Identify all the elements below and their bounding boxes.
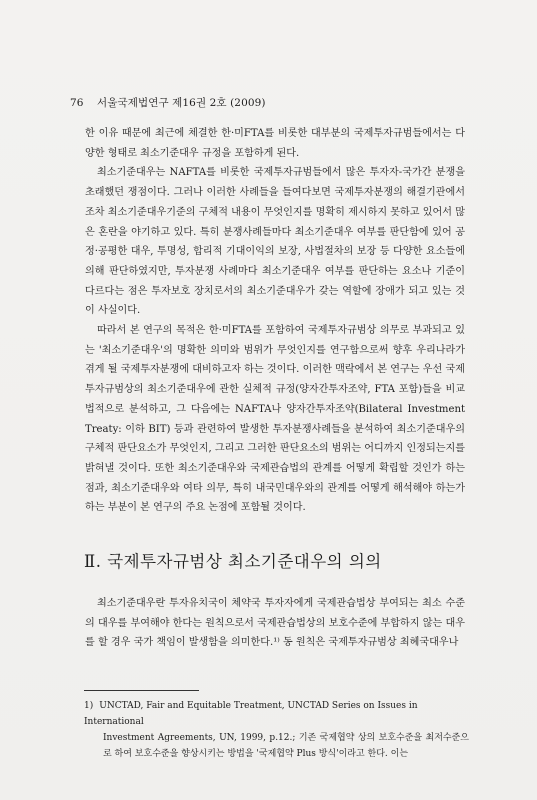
footnote-text-1: UNCTAD, Fair and Equitable Treatment, UNCTAD Series on Issues in International	[84, 701, 418, 727]
paragraph: 최소기준대우는 NAFTA를 비롯한 국제투자규범들에서 많은 투자자-국가간 분쟁을 초래했던 쟁점이다. 그러나 이러한 사례들을 들여다보면 국제투자분쟁의 해결기관에서조차 최소기준대우기준의 구체적 내용이 무엇인지를 명확히 제시하지 못하고 있어서 많은 혼란을 야기하고 있다. 특히 분쟁사례들마다 최소기준대우 여부를 판단함에 있어 공정·공평한 대우, 투명성, 합리적 기대이익의 보장, 사법절차의 보장 등 다양한 요소들에 의해 판단하였지만, 투자분쟁 사례마다 최소기준대우 여부를 판단하는 요소나 기준이 다르다는 점은 투자보호 장치로서의 최소기준대우가 갖는 역할에 장애가 되고 있는 것이 사실이다.	[85, 167, 465, 317]
section-body	[85, 594, 465, 653]
footnote-divider	[84, 690, 199, 691]
paragraph: 한 이유 때문에 최근에 체결한 한·미FTA를 비롯한 대부분의 국제투자규범들에서는 다양한 형태로 최소기준대우 규정을 포함하게 된다.	[85, 128, 465, 159]
footnote-mark: 1)	[84, 701, 94, 711]
page-number: 76	[70, 97, 84, 109]
paragraph: 최소기준대우란 투자유치국이 체약국 투자자에게 국제관습법상 부여되는 최소 수준의 대우를 부여해야 한다는 원칙으로서 국제관습법상의 보호수준에 부합하지 않는 대우를 할 경우 국가 책임이 발생함을 의미한다.¹⁾ 동 원칙은 국제투자규범상 최혜국대우나	[85, 598, 465, 649]
footnote	[84, 698, 469, 762]
paragraph: 따라서 본 연구의 목적은 한·미FTA를 포함하여 국제투자규범상 의무로 부과되고 있는 '최소기준대우'의 명확한 의미와 범위가 무엇인지를 연구함으로써 향후 우리나라가 겪게 될 국제투자분쟁에 대비하고자 하는 것이다. 이러한 맥락에서 본 연구는 우선 국제투자규범상의 최소기준대우에 관한 실체적 규정(양자간투자조약, FTA 포함)들을 비교법적으로 분석하고, 그 다음에는 NAFTA나 양자간투자조약(Bilateral Investment Treaty: 이하 BIT) 등과 관련하여 발생한 투자분쟁사례들을 분석하여 최소기준대우의 구체적 판단요소가 무엇인지, 그리고 그러한 판단요소의 범위는 어디까지 인정되는지를 밝혀낼 것이다. 또한 최소기준대우와 국제관습법의 관계를 어떻게 확립할 것인가 하는 점과, 최소기준대우와 여타 의무, 특히 내국민대우와의 관계를 어떻게 해석해야 하는가 하는 부분이 본 연구의 주요 논점에 포함될 것이다.	[85, 325, 465, 514]
footnote-text-2: Investment Agreements, UN, 1999, p.12.; 기존 국제협약 상의 보호수준을 최저수준으로 하여 보호수준을 향상시키는 방법을 '국제협약 Plus 방식'이라고 한다. 이는	[103, 733, 469, 759]
section-heading: Ⅱ. 국제투자규범상 최소기준대우의 의의	[84, 552, 382, 571]
footnote-first-line	[84, 698, 469, 730]
running-header	[70, 95, 276, 110]
body-paragraphs	[85, 124, 465, 518]
journal-title: 서울국제법연구 제16권 2호 (2009)	[97, 97, 266, 109]
